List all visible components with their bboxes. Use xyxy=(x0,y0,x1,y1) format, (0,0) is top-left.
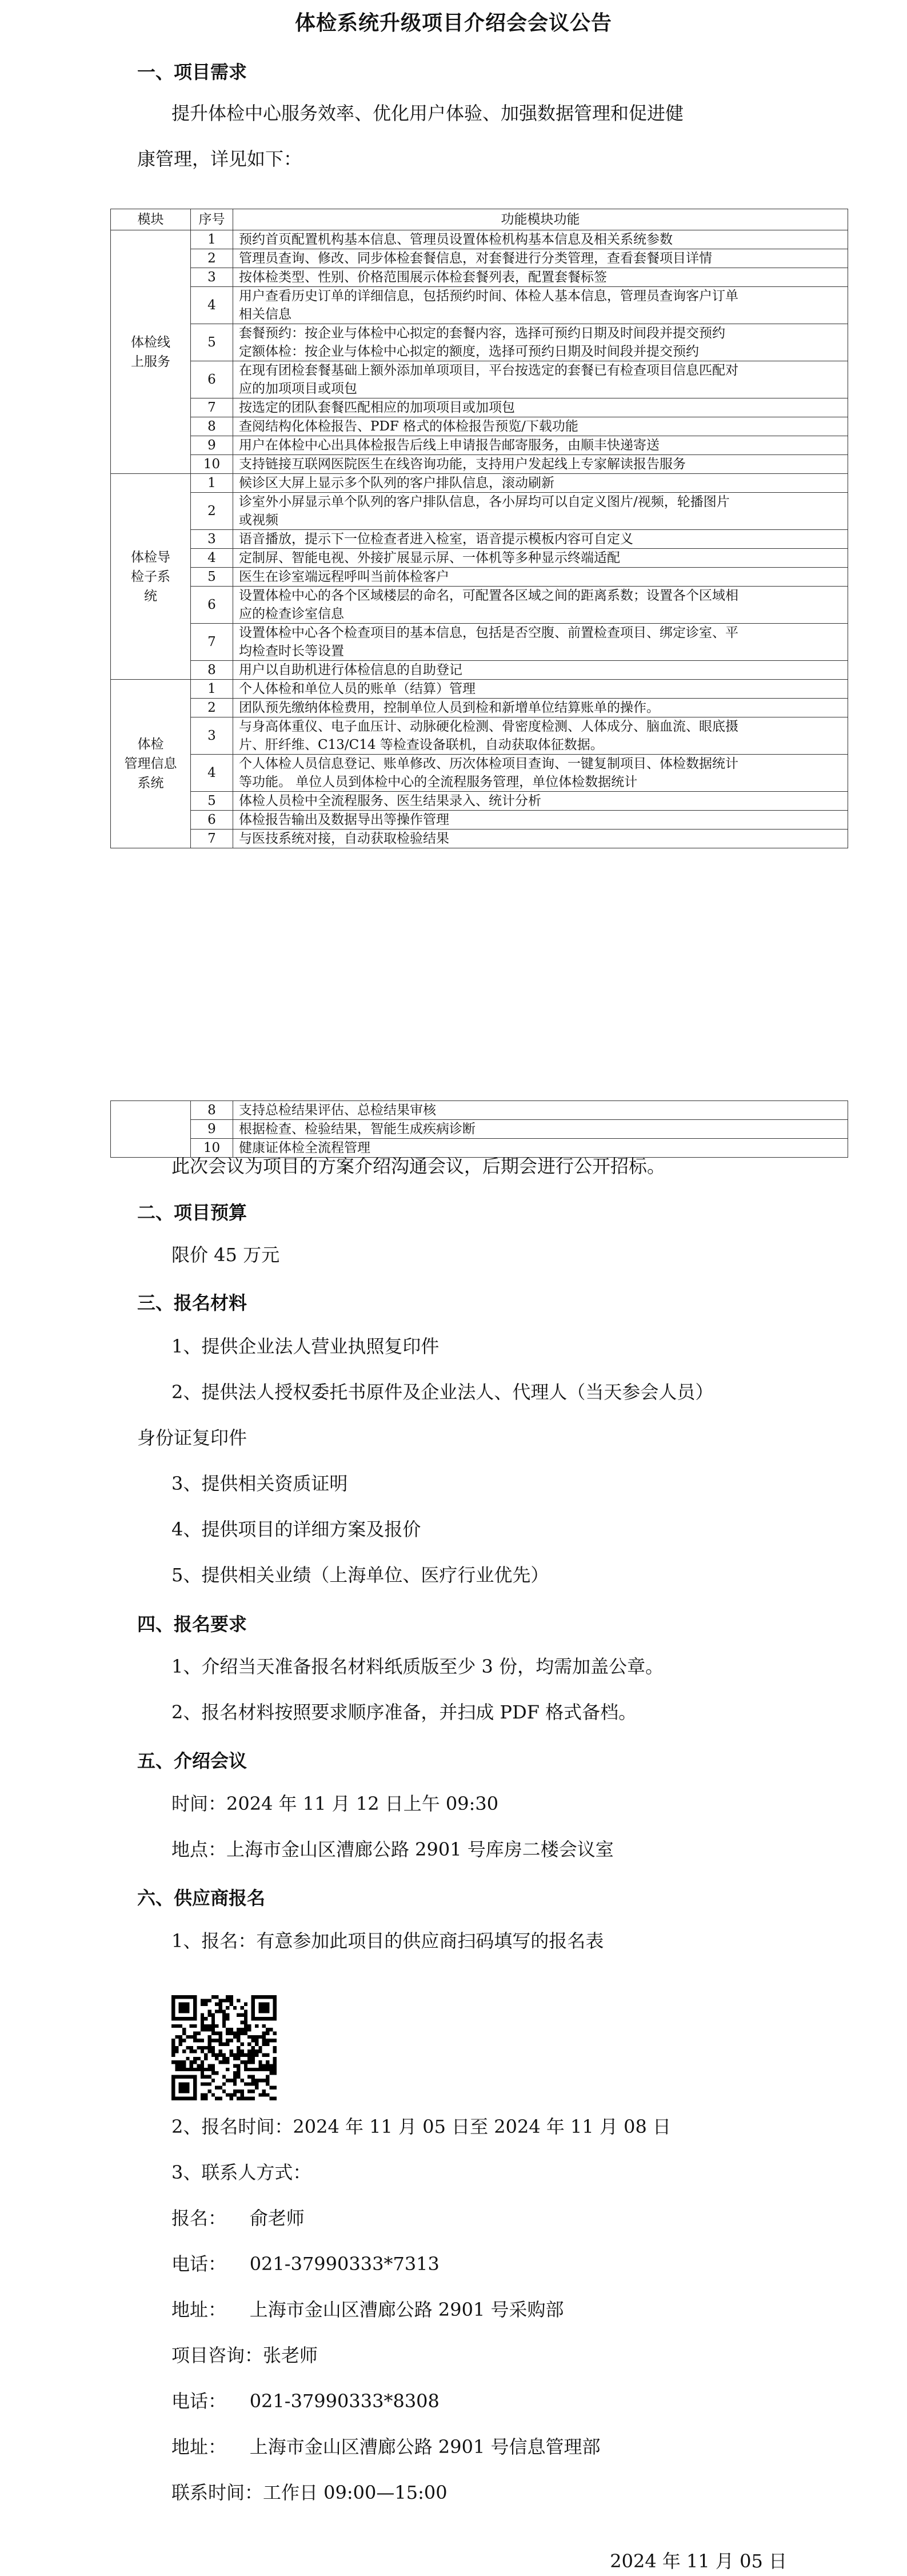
module-label-line: 统 xyxy=(144,588,157,604)
function-line: 支持链接互联网医院医生在线咨询功能，支持用户发起线上专家解读报告服务 xyxy=(239,457,686,472)
section3-heading: 三、报名材料 xyxy=(137,1292,247,1314)
function-line: 查阅结构化体检报告、PDF 格式的体检报告预览/下载功能 xyxy=(239,419,578,434)
table-row xyxy=(111,287,848,324)
function-line: 按选定的团队套餐匹配相应的加项项目或加项包 xyxy=(239,400,515,415)
contact-phone-1: 电话： 021-37990333*7313 xyxy=(171,2253,439,2275)
material-item-4: 4、提供项目的详细方案及报价 xyxy=(171,1518,421,1540)
row-number: 5 xyxy=(191,568,233,587)
function-line: 设置体检中心各个检查项目的基本信息，包括是否空腹、前置检查项目、绑定诊室、平 xyxy=(239,625,738,640)
row-number: 1 xyxy=(191,474,233,493)
table-row xyxy=(111,792,848,811)
function-line: 预约首页配置机构基本信息、管理员设置体检机构基本信息及相关系统参数 xyxy=(239,232,673,247)
function-line: 按体检类型、性别、价格范围展示体检套餐列表，配置套餐标签 xyxy=(239,270,607,285)
function-description xyxy=(233,230,848,249)
row-number: 2 xyxy=(191,493,233,530)
module-label-line: 体检线 xyxy=(131,334,170,350)
function-description xyxy=(233,324,848,361)
function-line: 在现有团检套餐基础上额外添加单项项目，平台按选定的套餐已有检查项目信息匹配对 xyxy=(239,363,738,378)
function-line: 个人体检人员信息登记、账单修改、历次体检项目查询、一键复制项目、体检数据统计 xyxy=(239,756,738,771)
function-line: 或视频 xyxy=(239,513,278,528)
section6-heading: 六、供应商报名 xyxy=(137,1887,266,1909)
row-number: 2 xyxy=(191,699,233,717)
meeting-time: 时间：2024 年 11 月 12 日上午 09:30 xyxy=(171,1793,499,1815)
function-line: 用户在体检中心出具体检报告后线上申请报告邮寄服务，由顺丰快递寄送 xyxy=(239,438,660,453)
row-number: 10 xyxy=(191,1139,233,1158)
row-number: 4 xyxy=(191,549,233,568)
function-line: 应的加项项目或项包 xyxy=(239,381,357,396)
table-row xyxy=(111,474,848,493)
module-label-line: 系统 xyxy=(137,776,164,791)
table-row xyxy=(111,436,848,455)
header-module: 模块 xyxy=(111,209,191,230)
row-number: 4 xyxy=(191,287,233,324)
function-description xyxy=(233,549,848,568)
material-item-2-cont: 身份证复印件 xyxy=(137,1427,247,1449)
module-cell xyxy=(111,680,191,848)
section1-intro-line1: 提升体检中心服务效率、优化用户体验、加强数据管理和促进健 xyxy=(171,102,684,124)
material-item-3: 3、提供相关资质证明 xyxy=(171,1473,348,1494)
budget-text: 限价 45 万元 xyxy=(171,1244,280,1266)
table-row xyxy=(111,268,848,287)
section4-heading: 四、报名要求 xyxy=(137,1613,247,1635)
module-label-line: 检子系 xyxy=(131,569,170,584)
function-line: 候诊区大屏上显示多个队列的客户排队信息，滚动刷新 xyxy=(239,476,554,491)
module-cell xyxy=(111,474,191,680)
table-row xyxy=(111,587,848,624)
function-description xyxy=(233,568,848,587)
page-title: 体检系统升级项目介绍会会议公告 xyxy=(294,11,612,35)
table-row xyxy=(111,661,848,680)
table-row xyxy=(111,717,848,755)
table-row xyxy=(111,249,848,268)
requirement-item-1: 1、介绍当天准备报名材料纸质版至少 3 份，均需加盖公章。 xyxy=(171,1656,664,1677)
function-description xyxy=(233,792,848,811)
function-line: 定额体检：按企业与体检中心拟定的额度，选择可预约日期及时间段并提交预约 xyxy=(239,344,699,359)
table-row xyxy=(111,230,848,249)
module-label-line: 管理信息 xyxy=(124,756,177,771)
function-line: 体检人员检中全流程服务、医生结果录入、统计分析 xyxy=(239,793,541,808)
function-line: 医生在诊室端远程呼叫当前体检客户 xyxy=(239,569,449,584)
table-row xyxy=(111,398,848,417)
table-row xyxy=(111,455,848,474)
function-line: 根据检查、检验结果，智能生成疾病诊断 xyxy=(239,1122,476,1137)
row-number: 5 xyxy=(191,792,233,811)
function-line: 体检报告输出及数据导出等操作管理 xyxy=(239,812,449,827)
row-number: 10 xyxy=(191,455,233,474)
function-description xyxy=(233,680,848,699)
function-description xyxy=(233,249,848,268)
registration-item-1: 1、报名：有意参加此项目的供应商扫码填写的报名表 xyxy=(171,1930,604,1952)
requirements-table xyxy=(110,209,848,848)
row-number: 6 xyxy=(191,587,233,624)
section2-heading: 二、项目预算 xyxy=(137,1202,247,1223)
function-description xyxy=(233,811,848,830)
row-number: 8 xyxy=(191,661,233,680)
function-line: 与身高体重仪、电子血压计、动脉硬化检测、骨密度检测、人体成分、脑血流、眼底摄 xyxy=(239,719,738,734)
header-function: 功能模块功能 xyxy=(233,209,848,230)
function-description xyxy=(233,1120,848,1139)
section5-heading: 五、介绍会议 xyxy=(137,1750,247,1772)
table-row xyxy=(111,549,848,568)
function-line: 均检查时长等设置 xyxy=(239,644,344,659)
row-number: 1 xyxy=(191,680,233,699)
function-line: 相关信息 xyxy=(239,307,291,322)
table-row xyxy=(111,568,848,587)
row-number: 5 xyxy=(191,324,233,361)
function-line: 等功能。 单位人员到体检中心的全流程服务管理，单位体检数据统计 xyxy=(239,775,638,789)
table-header-row xyxy=(111,209,848,230)
function-description xyxy=(233,417,848,436)
row-number: 6 xyxy=(191,811,233,830)
project-consult: 项目咨询：张老师 xyxy=(171,2344,318,2366)
function-line: 用户查看历史订单的详细信息，包括预约时间、体检人基本信息，管理员查询客户订单 xyxy=(239,289,738,304)
section1-heading: 一、项目需求 xyxy=(137,61,247,83)
function-description xyxy=(233,398,848,417)
function-description xyxy=(233,530,848,549)
row-number: 6 xyxy=(191,361,233,398)
function-description xyxy=(233,455,848,474)
table-row xyxy=(111,1120,848,1139)
table-row xyxy=(111,624,848,661)
section1-closing: 此次会议为项目的方案介绍沟通会议，后期会进行公开招标。 xyxy=(171,1155,666,1177)
function-line: 套餐预约：按企业与体检中心拟定的套餐内容，选择可预约日期及时间段并提交预约 xyxy=(239,326,725,341)
row-number: 3 xyxy=(191,717,233,755)
module-label-line: 体检 xyxy=(137,737,164,752)
function-line: 团队预先缴纳体检费用，控制单位人员到检和新增单位结算账单的操作。 xyxy=(239,700,660,715)
table-row xyxy=(111,361,848,398)
contact-name: 报名： 俞老师 xyxy=(171,2207,305,2229)
module-cell-empty xyxy=(111,1101,191,1158)
function-description xyxy=(233,1101,848,1120)
function-line: 管理员查询、修改、同步体检套餐信息，对套餐进行分类管理，查看套餐项目详情 xyxy=(239,251,712,266)
row-number: 4 xyxy=(191,755,233,792)
row-number: 2 xyxy=(191,249,233,268)
function-description xyxy=(233,493,848,530)
material-item-2: 2、提供法人授权委托书原件及企业法人、代理人（当天参会人员） xyxy=(171,1381,714,1403)
contact-phone-2: 电话： 021-37990333*8308 xyxy=(171,2390,439,2412)
function-line: 支持总检结果评估、总检结果审核 xyxy=(239,1103,436,1118)
contact-hours: 联系时间：工作日 09:00—15:00 xyxy=(171,2482,447,2503)
section1-intro-line2: 康管理，详见如下： xyxy=(137,148,302,170)
requirement-item-2: 2、报名材料按照要求顺序准备，并扫成 PDF 格式备档。 xyxy=(171,1701,637,1723)
function-description xyxy=(233,699,848,717)
registration-qr-code-icon[interactable] xyxy=(171,1995,277,2100)
row-number: 7 xyxy=(191,830,233,848)
table-row xyxy=(111,493,848,530)
notice-date: 2024 年 11 月 05 日 xyxy=(610,2550,787,2572)
function-line: 定制屏、智能电视、外接扩展显示屏、一体机等多种显示终端适配 xyxy=(239,551,620,565)
function-line: 健康证体检全流程管理 xyxy=(239,1141,370,1155)
row-number: 7 xyxy=(191,398,233,417)
table-row xyxy=(111,755,848,792)
function-line: 片、肝纤维、C13/C14 等检查设备联机，自动获取体征数据。 xyxy=(239,737,604,752)
table-row xyxy=(111,830,848,848)
contact-address-1: 地址： 上海市金山区漕廊公路 2901 号采购部 xyxy=(171,2299,564,2320)
function-description xyxy=(233,474,848,493)
function-description xyxy=(233,624,848,661)
table-row xyxy=(111,417,848,436)
function-line: 设置体检中心的各个区域楼层的命名，可配置各区域之间的距离系数；设置各个区域相 xyxy=(239,588,738,603)
row-number: 3 xyxy=(191,530,233,549)
function-line: 诊室外小屏显示单个队列的客户排队信息，各小屏均可以自定义图片/视频，轮播图片 xyxy=(239,495,730,509)
module-label-line: 上服务 xyxy=(131,354,170,369)
table-row xyxy=(111,530,848,549)
row-number: 9 xyxy=(191,1120,233,1139)
function-description xyxy=(233,268,848,287)
table-row xyxy=(111,680,848,699)
function-description xyxy=(233,287,848,324)
header-number: 序号 xyxy=(191,209,233,230)
function-line: 与医技系统对接，自动获取检验结果 xyxy=(239,831,449,846)
function-line: 用户以自助机进行体检信息的自助登记 xyxy=(239,663,462,677)
requirements-table-continued xyxy=(110,1100,848,1158)
module-cell xyxy=(111,230,191,474)
table-row xyxy=(111,324,848,361)
module-label-line: 体检导 xyxy=(131,549,170,565)
material-item-5: 5、提供相关业绩（上海单位、医疗行业优先） xyxy=(171,1564,549,1586)
table-row xyxy=(111,811,848,830)
function-description xyxy=(233,361,848,398)
function-description xyxy=(233,436,848,455)
function-line: 语音播放，提示下一位检查者进入检室，语音提示模板内容可自定义 xyxy=(239,532,633,547)
function-description xyxy=(233,661,848,680)
contact-heading: 3、联系人方式： xyxy=(171,2162,311,2183)
table-row xyxy=(111,1101,848,1120)
function-description xyxy=(233,755,848,792)
row-number: 3 xyxy=(191,268,233,287)
table-row xyxy=(111,699,848,717)
function-line: 个人体检和单位人员的账单（结算）管理 xyxy=(239,681,476,696)
function-description xyxy=(233,830,848,848)
registration-time: 2、报名时间：2024 年 11 月 05 日至 2024 年 11 月 08 日 xyxy=(171,2116,672,2138)
function-description xyxy=(233,587,848,624)
material-item-1: 1、提供企业法人营业执照复印件 xyxy=(171,1335,439,1357)
row-number: 1 xyxy=(191,230,233,249)
row-number: 7 xyxy=(191,624,233,661)
row-number: 8 xyxy=(191,1101,233,1120)
row-number: 8 xyxy=(191,417,233,436)
meeting-place: 地点：上海市金山区漕廊公路 2901 号库房二楼会议室 xyxy=(171,1839,614,1860)
function-description xyxy=(233,717,848,755)
function-line: 应的检查诊室信息 xyxy=(239,607,344,621)
row-number: 9 xyxy=(191,436,233,455)
contact-address-2: 地址： 上海市金山区漕廊公路 2901 号信息管理部 xyxy=(171,2436,601,2458)
